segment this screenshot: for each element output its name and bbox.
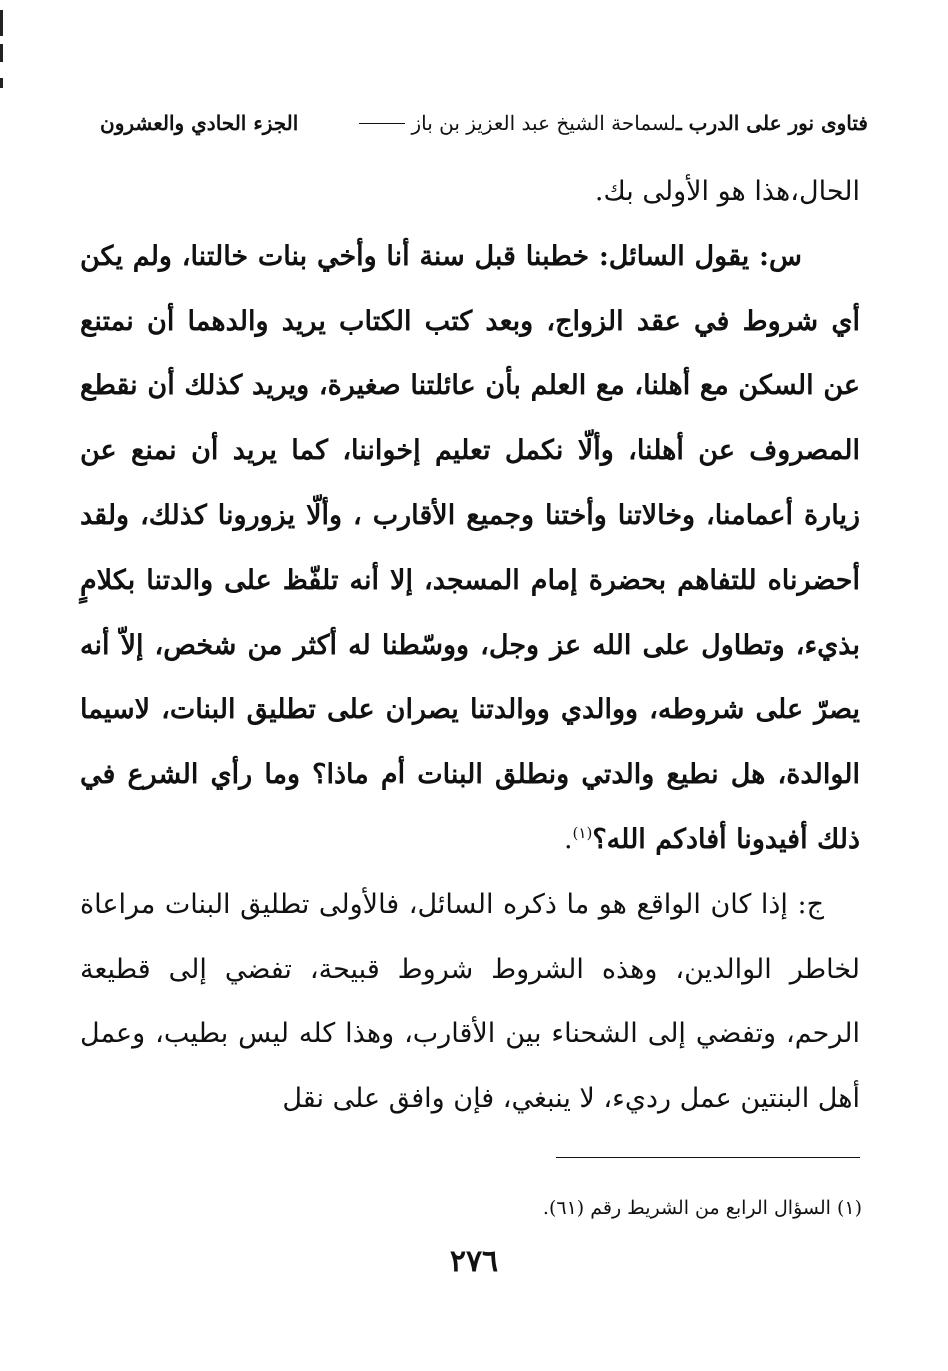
footnote-divider bbox=[556, 1157, 860, 1158]
running-header bbox=[100, 106, 868, 140]
question-end-mark: . bbox=[563, 823, 573, 855]
header-book-title: فتاوى نور على الدرب ـ bbox=[675, 111, 868, 135]
continuation-line: الحال،هذا هو الأولى بك. bbox=[594, 176, 860, 207]
scan-edge-mark bbox=[0, 78, 3, 88]
page-number: ٢٧٦ bbox=[449, 1244, 499, 1279]
scan-edge-mark bbox=[0, 44, 3, 62]
header-divider bbox=[359, 123, 405, 124]
answer-paragraph: ج: إذا كان الواقع هو ما ذكره السائل، فالأولى تطليق البنات مراعاة لخاطر الوالدين، وهذه الشروط شروط قبيحة، تفضي إلى قطيعة الرحم، وتفضي إلى الشحناء بين الأقارب، وهذا كله ليس بطيب، وعمل أهل البنتين عمل رديء، لا ينبغي، فإن وافق على نقل bbox=[80, 888, 860, 1115]
main-text bbox=[80, 160, 860, 1132]
header-volume: الجزء الحادي والعشرون bbox=[100, 111, 299, 135]
question-paragraph bbox=[80, 225, 860, 873]
header-author: لسماحة الشيخ عبد العزيز بن باز bbox=[411, 111, 676, 135]
question-text: س: يقول السائل: خطبنا قبل سنة أنا وأخي بنات خالتنا، ولم يكن أي شروط في عقد الزواج، وبعد كتب الكتاب يريد والدهما أن نمتنع عن السكن مع أهلنا، مع العلم بأن عائلتنا صغيرة، ويريد كذلك أن نقطع المصروف عن أهلنا، وألّا نكمل تعليم إخواننا، كما يريد أن نمنع عن زيارة أعمامنا، وخالاتنا وأختنا وجميع الأقارب ، وألّا يزورونا كذلك، ولقد أحضرناه للتفاهم بحضرة إمام المسجد، إلا أنه تلفّظ على والدتنا بكلامٍ بذيء، وتطاول على الله عز وجل، ووسّطنا له أكثر من شخص، إلاّ أنه يصرّ على شروطه، ووالدي ووالدتنا يصران على تطليق البنات، لاسيما الوالدة، هل نطيع والدتي ونطلق البنات أم ماذا؟ وما رأي الشرع في ذلك أفيدونا أفادكم الله؟ bbox=[80, 240, 860, 855]
footnote: (١) السؤال الرابع من الشريط رقم (٦١). bbox=[542, 1197, 862, 1219]
footnote-marker: (١) bbox=[572, 823, 593, 842]
scan-edge-mark bbox=[0, 10, 3, 36]
